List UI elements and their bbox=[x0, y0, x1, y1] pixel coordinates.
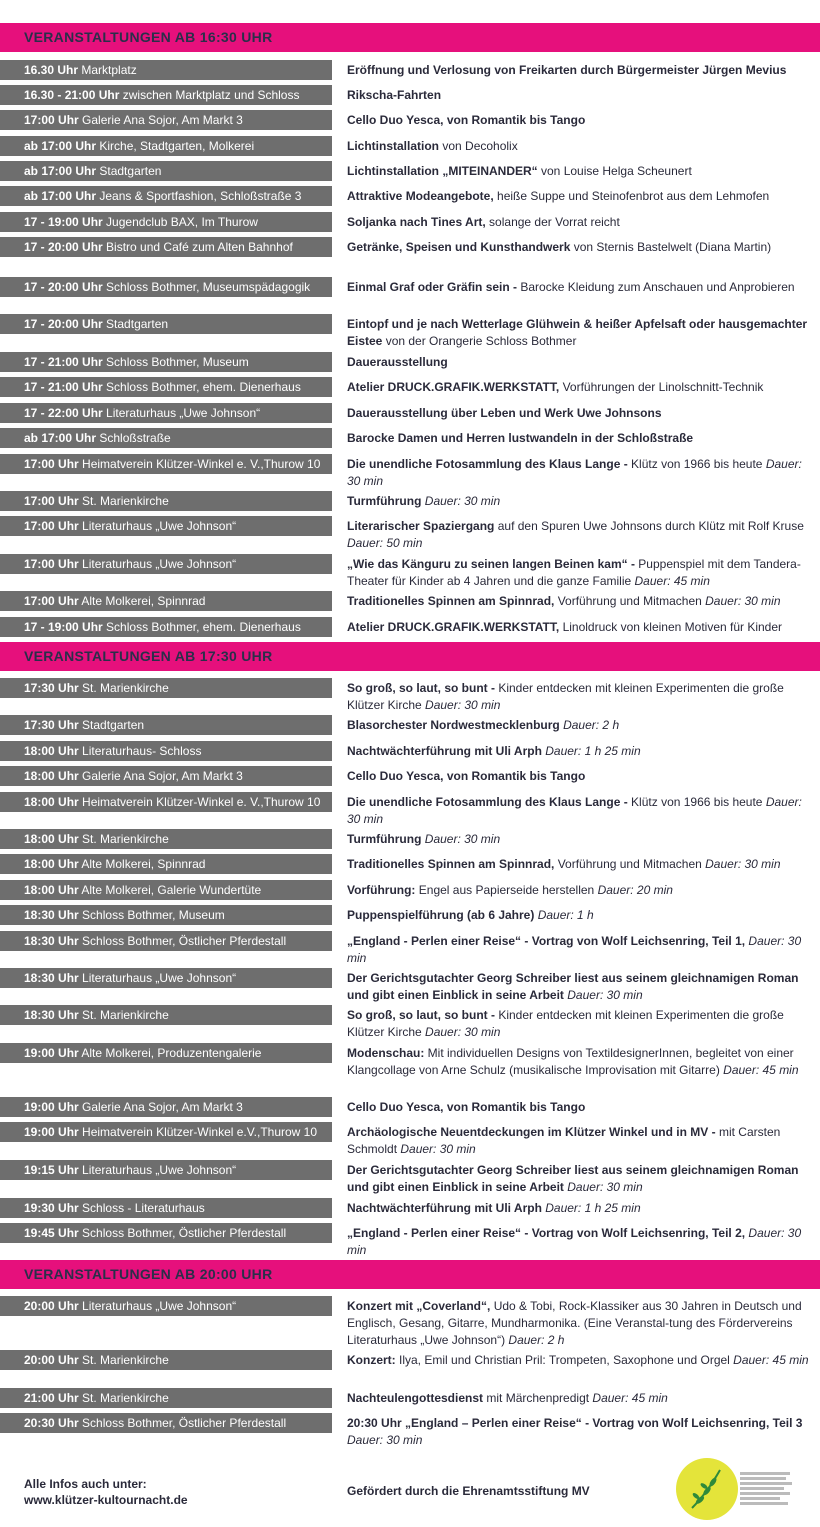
ehrenamtsstiftung-logo bbox=[676, 1458, 738, 1520]
event-title: Einmal Graf oder Gräfin sein - bbox=[347, 280, 518, 294]
event-title: Getränke, Speisen und Kunsthandwerk bbox=[347, 240, 571, 254]
event-place: Schloss Bothmer, ehem. Dienerhaus bbox=[106, 620, 301, 634]
event-time: 17:30 Uhr bbox=[24, 718, 79, 732]
event-time-place bbox=[0, 968, 332, 988]
event-description bbox=[347, 794, 812, 828]
event-description bbox=[347, 1200, 812, 1217]
event-place: Alte Molkerei, Produzentengalerie bbox=[81, 1046, 262, 1060]
event-time-place bbox=[0, 591, 332, 611]
event-time-place bbox=[0, 314, 332, 334]
event-description bbox=[347, 1298, 812, 1349]
event-duration: Dauer: 30 min bbox=[705, 857, 781, 871]
event-detail: Vorführung und Mitmachen bbox=[554, 594, 706, 608]
event-time: 17:00 Uhr bbox=[24, 494, 79, 508]
event-time-place bbox=[0, 85, 332, 105]
event-duration: Dauer: 20 min bbox=[597, 883, 673, 897]
event-description bbox=[347, 138, 812, 155]
event-title: „England - Perlen einer Reise“ - Vortrag von Wolf Leichsenring, Teil 2, bbox=[347, 1226, 746, 1240]
event-place: Literaturhaus „Uwe Johnson“ bbox=[106, 406, 261, 420]
event-description bbox=[347, 163, 812, 180]
event-title: So groß, so laut, so bunt - bbox=[347, 681, 495, 695]
event-description bbox=[347, 379, 812, 396]
event-place: Stadtgarten bbox=[106, 317, 169, 331]
event-duration: Dauer: 1 h 25 min bbox=[541, 744, 641, 758]
event-description bbox=[347, 188, 812, 205]
event-time-place bbox=[0, 1296, 332, 1316]
event-place: Literaturhaus „Uwe Johnson“ bbox=[82, 971, 237, 985]
event-time: 19:45 Uhr bbox=[24, 1226, 79, 1240]
event-duration: Dauer: 50 min bbox=[347, 536, 423, 550]
event-title: „Wie das Känguru zu seinen langen Beinen kam“ - bbox=[347, 557, 635, 571]
event-description bbox=[347, 1415, 812, 1449]
event-detail: mit Carsten Schmoldt bbox=[347, 1125, 781, 1156]
event-time: 16.30 - 21:00 Uhr bbox=[24, 88, 120, 102]
event-place: Galerie Ana Sojor, Am Markt 3 bbox=[82, 769, 243, 783]
event-detail: von Decoholix bbox=[439, 139, 518, 153]
event-duration: Dauer: 45 min bbox=[733, 1353, 809, 1367]
event-duration: Dauer: 30 min bbox=[400, 1142, 476, 1156]
event-detail: Kinder entdecken mit kleinen Experimenten die große Klützer Kirche bbox=[347, 681, 784, 712]
event-place: Schloss Bothmer, Östlicher Pferdestall bbox=[82, 1226, 287, 1240]
event-place: Alte Molkerei, Spinnrad bbox=[81, 857, 206, 871]
event-description bbox=[347, 493, 812, 510]
event-time-place bbox=[0, 715, 332, 735]
section-header bbox=[0, 23, 820, 52]
event-time-place bbox=[0, 237, 332, 257]
event-title: Eintopf und je nach Wetterlage Glühwein & heißer Apfelsaft oder hausgemachter Eistee bbox=[347, 317, 808, 348]
info-label: Alle Infos auch unter: bbox=[24, 1477, 147, 1491]
event-time: 18:30 Uhr bbox=[24, 1008, 79, 1022]
event-description bbox=[347, 970, 812, 1004]
event-detail: von Sternis Bastelwelt (Diana Martin) bbox=[570, 240, 772, 254]
event-time-place bbox=[0, 60, 332, 80]
event-detail: von Louise Helga Scheunert bbox=[537, 164, 692, 178]
event-time: ab 17:00 Uhr bbox=[24, 189, 97, 203]
event-detail: Udo & Tobi, Rock-Klassiker aus 30 Jahren in Deutsch und Englisch, Gesang, Gitarre, Mundharmonika. (Eine Veranstal-tung des Fördervereins Literaturhaus „Uwe Johnson“) bbox=[347, 1299, 802, 1347]
event-place: Jugendclub BAX, Im Thurow bbox=[106, 215, 258, 229]
logo-small-print bbox=[740, 1470, 800, 1507]
event-description bbox=[347, 593, 812, 610]
event-description bbox=[347, 556, 812, 590]
event-description bbox=[347, 456, 812, 490]
event-time-place bbox=[0, 377, 332, 397]
event-detail: Linoldruck von kleinen Motiven für Kinder bbox=[559, 620, 783, 634]
event-description bbox=[347, 214, 812, 231]
event-place: St. Marienkirche bbox=[82, 832, 169, 846]
event-time: 19:00 Uhr bbox=[24, 1046, 79, 1060]
event-duration: Dauer: 30 min bbox=[425, 698, 501, 712]
event-detail: Kinder entdecken mit kleinen Experimenten die große Klützer Kirche bbox=[347, 1008, 784, 1039]
event-time: 17:00 Uhr bbox=[24, 594, 79, 608]
event-time: 17:00 Uhr bbox=[24, 457, 79, 471]
event-time: ab 17:00 Uhr bbox=[24, 164, 97, 178]
event-description bbox=[347, 882, 812, 899]
event-description bbox=[347, 1225, 812, 1259]
event-place: Heimatverein Klützer-Winkel e. V.,Thurow 10 bbox=[82, 457, 321, 471]
event-time: 18:00 Uhr bbox=[24, 795, 79, 809]
event-description bbox=[347, 405, 812, 422]
event-title: Nachteulengottesdienst bbox=[347, 1391, 484, 1405]
event-title: Die unendliche Fotosammlung des Klaus Lange - bbox=[347, 457, 628, 471]
section-title: VERANSTALTUNGEN AB 16:30 UHR bbox=[24, 29, 273, 45]
event-duration: Dauer: 45 min bbox=[592, 1391, 668, 1405]
event-time-place bbox=[0, 880, 332, 900]
event-time-place bbox=[0, 617, 332, 637]
event-time-place bbox=[0, 110, 332, 130]
event-title: Der Gerichtsgutachter Georg Schreiber liest aus seinem gleichnamigen Roman und gibt einen Einblick in seine Arbeit bbox=[347, 971, 799, 1002]
event-place: St. Marienkirche bbox=[82, 1391, 169, 1405]
event-time: 20:00 Uhr bbox=[24, 1353, 79, 1367]
event-time: 17 - 20:00 Uhr bbox=[24, 280, 103, 294]
event-duration: Dauer: 1 h bbox=[534, 908, 594, 922]
event-title: Lichtinstallation „MITEINANDER“ bbox=[347, 164, 538, 178]
event-title: So groß, so laut, so bunt - bbox=[347, 1008, 495, 1022]
event-place: Literaturhaus „Uwe Johnson“ bbox=[82, 519, 237, 533]
event-place: St. Marienkirche bbox=[82, 494, 169, 508]
event-place: Literaturhaus „Uwe Johnson“ bbox=[82, 557, 237, 571]
event-place: Heimatverein Klützer-Winkel e. V.,Thurow 10 bbox=[82, 795, 321, 809]
event-title: Turmführung bbox=[347, 494, 422, 508]
event-description bbox=[347, 1162, 812, 1196]
event-time: 19:00 Uhr bbox=[24, 1100, 79, 1114]
event-place: Heimatverein Klützer-Winkel e.V.,Thurow 10 bbox=[82, 1125, 318, 1139]
event-title: Lichtinstallation bbox=[347, 139, 440, 153]
event-time-place bbox=[0, 554, 332, 574]
event-time: 18:00 Uhr bbox=[24, 832, 79, 846]
event-time: 16.30 Uhr bbox=[24, 63, 79, 77]
event-time-place bbox=[0, 1160, 332, 1180]
event-detail: heiße Suppe und Steinofenbrot aus dem Lehmofen bbox=[493, 189, 770, 203]
event-title: Modenschau: bbox=[347, 1046, 425, 1060]
event-time-place bbox=[0, 277, 332, 297]
event-description bbox=[347, 62, 812, 79]
event-time-place bbox=[0, 741, 332, 761]
event-time-place bbox=[0, 161, 332, 181]
event-description bbox=[347, 1045, 812, 1079]
event-time: 17 - 20:00 Uhr bbox=[24, 317, 103, 331]
event-time-place bbox=[0, 428, 332, 448]
event-time: 17 - 21:00 Uhr bbox=[24, 380, 103, 394]
event-time-place bbox=[0, 1223, 332, 1243]
event-detail: Vorführung und Mitmachen bbox=[554, 857, 706, 871]
event-time: 21:00 Uhr bbox=[24, 1391, 79, 1405]
event-time: 19:00 Uhr bbox=[24, 1125, 79, 1139]
event-title: „England - Perlen einer Reise“ - Vortrag von Wolf Leichsenring, Teil 1, bbox=[347, 934, 746, 948]
event-time: 18:00 Uhr bbox=[24, 744, 79, 758]
event-duration: Dauer: 1 h 25 min bbox=[541, 1201, 641, 1215]
event-place: Schloss Bothmer, ehem. Dienerhaus bbox=[106, 380, 301, 394]
event-detail: Mit individuellen Designs von TextildesignerInnen, begleitet von einer Klangcollage von Arne Schulz (musikalische Improvisation mit Gitarre) bbox=[347, 1046, 794, 1077]
event-place: St. Marienkirche bbox=[82, 681, 169, 695]
event-time-place bbox=[0, 1198, 332, 1218]
section-title: VERANSTALTUNGEN AB 20:00 UHR bbox=[24, 1266, 273, 1282]
event-place: Literaturhaus- Schloss bbox=[82, 744, 202, 758]
event-place: Alte Molkerei, Spinnrad bbox=[81, 594, 206, 608]
event-time-place bbox=[0, 186, 332, 206]
info-footer bbox=[24, 1476, 188, 1508]
event-time-place bbox=[0, 766, 332, 786]
event-duration: Dauer: 30 min bbox=[563, 988, 643, 1002]
event-time-place bbox=[0, 352, 332, 372]
event-title: Archäologische Neuentdeckungen im Klützer Winkel und in MV - bbox=[347, 1125, 716, 1139]
event-title: Blasorchester Nordwestmecklenburg bbox=[347, 718, 560, 732]
event-time-place bbox=[0, 403, 332, 423]
event-time-place bbox=[0, 1413, 332, 1433]
event-place: Marktplatz bbox=[81, 63, 137, 77]
event-time-place bbox=[0, 136, 332, 156]
event-time: 17:00 Uhr bbox=[24, 113, 79, 127]
event-description bbox=[347, 239, 812, 256]
event-description bbox=[347, 680, 812, 714]
event-time: 17 - 20:00 Uhr bbox=[24, 240, 103, 254]
event-time: 18:00 Uhr bbox=[24, 769, 79, 783]
leaf-branch-icon bbox=[676, 1458, 738, 1520]
event-place: Schloßstraße bbox=[99, 431, 171, 445]
event-description bbox=[347, 856, 812, 873]
event-duration: Dauer: 2 h bbox=[508, 1333, 565, 1347]
event-description bbox=[347, 1099, 812, 1116]
event-title: Traditionelles Spinnen am Spinnrad, bbox=[347, 594, 555, 608]
event-detail: Klütz von 1966 bis heute bbox=[627, 795, 766, 809]
event-time-place bbox=[0, 1005, 332, 1025]
event-time-place bbox=[0, 516, 332, 536]
event-title: Dauerausstellung über Leben und Werk Uwe Johnsons bbox=[347, 406, 662, 420]
event-description bbox=[347, 907, 812, 924]
event-title: Vorführung: bbox=[347, 883, 416, 897]
event-detail: Ilya, Emil und Christian Pril: Trompeten, Saxophone und Orgel bbox=[395, 1353, 734, 1367]
event-place: Bistro und Café zum Alten Bahnhof bbox=[106, 240, 293, 254]
event-time-place bbox=[0, 212, 332, 232]
event-time: 17 - 19:00 Uhr bbox=[24, 620, 103, 634]
event-detail: Klütz von 1966 bis heute bbox=[627, 457, 766, 471]
event-title: Cello Duo Yesca, von Romantik bis Tango bbox=[347, 1100, 586, 1114]
event-time: 17:30 Uhr bbox=[24, 681, 79, 695]
event-description bbox=[347, 316, 812, 350]
event-time: ab 17:00 Uhr bbox=[24, 139, 97, 153]
event-time-place bbox=[0, 454, 332, 474]
event-detail: auf den Spuren Uwe Johnsons durch Klütz mit Rolf Kruse bbox=[494, 519, 804, 533]
event-place: Schloss Bothmer, Östlicher Pferdestall bbox=[82, 934, 287, 948]
event-time-place bbox=[0, 905, 332, 925]
event-duration: Dauer: 45 min bbox=[723, 1063, 799, 1077]
event-description bbox=[347, 619, 812, 636]
section-header bbox=[0, 642, 820, 671]
event-title: Cello Duo Yesca, von Romantik bis Tango bbox=[347, 769, 586, 783]
event-description bbox=[347, 518, 812, 552]
event-time: 17 - 19:00 Uhr bbox=[24, 215, 103, 229]
event-place: St. Marienkirche bbox=[82, 1353, 169, 1367]
event-place: Literaturhaus „Uwe Johnson“ bbox=[82, 1163, 237, 1177]
event-place: Schloss Bothmer, Museum bbox=[82, 908, 225, 922]
event-place: Jeans & Sportfashion, Schloßstraße 3 bbox=[99, 189, 302, 203]
event-time: 18:30 Uhr bbox=[24, 934, 79, 948]
event-duration: Dauer: 45 min bbox=[634, 574, 710, 588]
event-title: Nachtwächterführung mit Uli Arph bbox=[347, 744, 542, 758]
event-time-place bbox=[0, 678, 332, 698]
event-title: Konzert: bbox=[347, 1353, 396, 1367]
event-title: Soljanka nach Tines Art, bbox=[347, 215, 486, 229]
event-time-place bbox=[0, 1122, 332, 1142]
event-detail: Engel aus Papierseide herstellen bbox=[415, 883, 598, 897]
event-place: Kirche, Stadtgarten, Molkerei bbox=[99, 139, 255, 153]
event-place: Stadtgarten bbox=[99, 164, 162, 178]
event-title: Rikscha-Fahrten bbox=[347, 88, 442, 102]
event-title: Puppenspielführung (ab 6 Jahre) bbox=[347, 908, 535, 922]
website-link[interactable]: www.klützer-kultournacht.de bbox=[24, 1493, 188, 1507]
funding-note: Gefördert durch die Ehrenamtsstiftung MV bbox=[347, 1484, 590, 1498]
event-title: Die unendliche Fotosammlung des Klaus Lange - bbox=[347, 795, 628, 809]
event-description bbox=[347, 743, 812, 760]
event-detail: Puppenspiel mit dem Tandera-Theater für Kinder ab 4 Jahren und die ganze Familie bbox=[347, 557, 801, 588]
event-detail: solange der Vorrat reicht bbox=[485, 215, 620, 229]
event-time: 19:30 Uhr bbox=[24, 1201, 79, 1215]
event-time: 18:00 Uhr bbox=[24, 883, 79, 897]
event-time: 18:30 Uhr bbox=[24, 908, 79, 922]
event-title: Literarischer Spaziergang bbox=[347, 519, 495, 533]
event-title: Konzert mit „Coverland“, bbox=[347, 1299, 491, 1313]
event-duration: Dauer: 30 min bbox=[563, 1180, 643, 1194]
event-place: St. Marienkirche bbox=[82, 1008, 169, 1022]
event-duration: Dauer: 30 min bbox=[347, 934, 802, 965]
event-duration: Dauer: 30 min bbox=[421, 494, 501, 508]
event-detail: von der Orangerie Schloss Bothmer bbox=[382, 334, 577, 348]
event-title: Barocke Damen und Herren lustwandeln in der Schloßstraße bbox=[347, 431, 694, 445]
event-time: 17 - 22:00 Uhr bbox=[24, 406, 103, 420]
event-title: Atelier DRUCK.GRAFIK.WERKSTATT, bbox=[347, 620, 560, 634]
event-duration: Dauer: 30 min bbox=[347, 795, 802, 826]
event-description bbox=[347, 1124, 812, 1158]
event-place: Galerie Ana Sojor, Am Markt 3 bbox=[82, 113, 243, 127]
event-time: 17:00 Uhr bbox=[24, 557, 79, 571]
event-time-place bbox=[0, 931, 332, 951]
section-title: VERANSTALTUNGEN AB 17:30 UHR bbox=[24, 648, 273, 664]
event-time-place bbox=[0, 1043, 332, 1063]
event-place: Schloss Bothmer, Museum bbox=[106, 355, 249, 369]
event-description bbox=[347, 933, 812, 967]
event-detail: Vorführungen der Linolschnitt-Technik bbox=[559, 380, 764, 394]
event-duration: Dauer: 30 min bbox=[347, 457, 802, 488]
event-time-place bbox=[0, 854, 332, 874]
event-time-place bbox=[0, 829, 332, 849]
event-time: 19:15 Uhr bbox=[24, 1163, 79, 1177]
event-description bbox=[347, 354, 812, 371]
event-title: Dauerausstellung bbox=[347, 355, 448, 369]
event-time: 17 - 21:00 Uhr bbox=[24, 355, 103, 369]
event-description bbox=[347, 87, 812, 104]
event-duration: Dauer: 2 h bbox=[559, 718, 620, 732]
event-description bbox=[347, 1007, 812, 1041]
event-duration: Dauer: 30 min bbox=[705, 594, 781, 608]
event-place: Schloss - Literaturhaus bbox=[82, 1201, 205, 1215]
event-title: Atelier DRUCK.GRAFIK.WERKSTATT, bbox=[347, 380, 560, 394]
event-duration: Dauer: 30 min bbox=[347, 1433, 423, 1447]
event-time-place bbox=[0, 1097, 332, 1117]
event-title: Der Gerichtsgutachter Georg Schreiber liest aus seinem gleichnamigen Roman und gibt einen Einblick in seine Arbeit bbox=[347, 1163, 799, 1194]
event-time-place bbox=[0, 491, 332, 511]
event-description bbox=[347, 430, 812, 447]
event-description bbox=[347, 1352, 812, 1369]
event-time-place bbox=[0, 1350, 332, 1370]
event-time-place bbox=[0, 792, 332, 812]
event-time: ab 17:00 Uhr bbox=[24, 431, 97, 445]
event-title: 20:30 Uhr „England – Perlen einer Reise“ - Vortrag von Wolf Leichsenring, Teil 3 bbox=[347, 1416, 803, 1430]
event-duration: Dauer: 30 min bbox=[425, 1025, 501, 1039]
event-description bbox=[347, 831, 812, 848]
event-place: Alte Molkerei, Galerie Wundertüte bbox=[81, 883, 262, 897]
event-description bbox=[347, 717, 812, 734]
event-description bbox=[347, 1390, 812, 1407]
event-place: Literaturhaus „Uwe Johnson“ bbox=[82, 1299, 237, 1313]
event-title: Traditionelles Spinnen am Spinnrad, bbox=[347, 857, 555, 871]
event-title: Turmführung bbox=[347, 832, 422, 846]
event-title: Eröffnung und Verlosung von Freikarten durch Bürgermeister Jürgen Mevius bbox=[347, 63, 787, 77]
event-detail: Barocke Kleidung zum Anschauen und Anprobieren bbox=[517, 280, 795, 294]
event-time: 18:30 Uhr bbox=[24, 971, 79, 985]
event-description bbox=[347, 112, 812, 129]
event-title: Nachtwächterführung mit Uli Arph bbox=[347, 1201, 542, 1215]
event-time: 20:30 Uhr bbox=[24, 1416, 79, 1430]
event-title: Cello Duo Yesca, von Romantik bis Tango bbox=[347, 113, 586, 127]
event-time: 20:00 Uhr bbox=[24, 1299, 79, 1313]
event-duration: Dauer: 30 min bbox=[347, 1226, 802, 1257]
event-place: zwischen Marktplatz und Schloss bbox=[122, 88, 300, 102]
event-place: Galerie Ana Sojor, Am Markt 3 bbox=[82, 1100, 243, 1114]
event-detail: mit Märchenpredigt bbox=[483, 1391, 593, 1405]
event-place: Stadtgarten bbox=[82, 718, 145, 732]
event-description bbox=[347, 279, 812, 296]
event-place: Schloss Bothmer, Museumspädagogik bbox=[106, 280, 311, 294]
event-duration: Dauer: 30 min bbox=[421, 832, 501, 846]
event-place: Schloss Bothmer, Östlicher Pferdestall bbox=[82, 1416, 287, 1430]
event-description bbox=[347, 768, 812, 785]
event-title: Attraktive Modeangebote, bbox=[347, 189, 494, 203]
event-time: 17:00 Uhr bbox=[24, 519, 79, 533]
event-time: 18:00 Uhr bbox=[24, 857, 79, 871]
event-time-place bbox=[0, 1388, 332, 1408]
section-header bbox=[0, 1260, 820, 1289]
